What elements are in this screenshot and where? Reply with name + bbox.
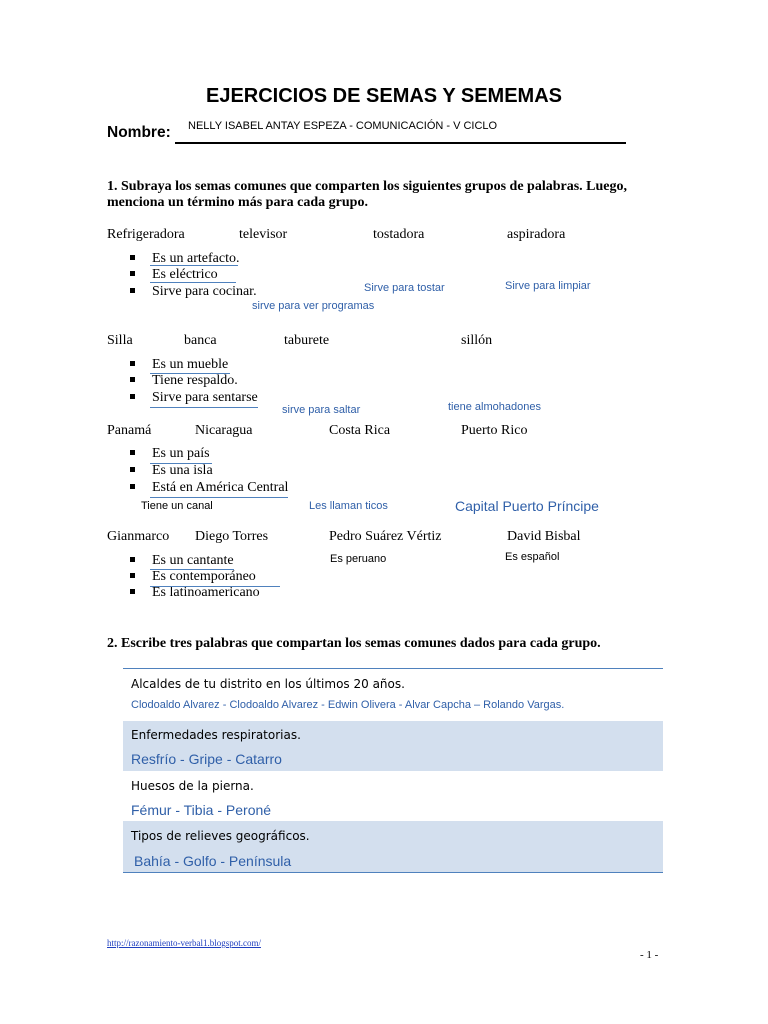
group4-answer: Es peruano bbox=[330, 553, 387, 565]
bullet-text: Sirve para cocinar. bbox=[152, 284, 257, 299]
underline-mark bbox=[150, 586, 280, 587]
table-row-answer: Clodoaldo Alvarez - Clodoaldo Alvarez - Edwin Olivera - Alvar Capcha – Rolando Vargas. bbox=[131, 699, 565, 711]
bullet-square-icon bbox=[130, 450, 135, 455]
group1-bullet bbox=[130, 267, 218, 283]
bullet-text: Es un cantante bbox=[152, 553, 234, 568]
name-value: NELLY ISABEL ANTAY ESPEZA - COMUNICACIÓN - V CICLO bbox=[188, 120, 498, 132]
group4-answer: Es español bbox=[505, 551, 560, 563]
bullet-text: Está en América Central bbox=[152, 480, 289, 495]
bullet-text: Tiene respaldo. bbox=[152, 373, 238, 388]
bullet-square-icon bbox=[130, 377, 135, 382]
group3-bullet bbox=[130, 446, 210, 462]
group3-answer: Capital Puerto Príncipe bbox=[455, 498, 599, 514]
group3-bullet bbox=[130, 463, 213, 479]
underline-mark bbox=[150, 569, 234, 570]
bullet-square-icon bbox=[130, 484, 135, 489]
bullet-text: Es un mueble bbox=[152, 357, 229, 372]
group1-word: aspiradora bbox=[507, 227, 566, 242]
group2-bullet bbox=[130, 357, 228, 373]
table-row-answer: Bahía - Golfo - Península bbox=[134, 853, 292, 869]
group1-word: Refrigeradora bbox=[107, 227, 185, 242]
table-row-answer: Fémur - Tibia - Peroné bbox=[131, 802, 272, 818]
bullet-square-icon bbox=[130, 589, 135, 594]
group2-word: sillón bbox=[461, 333, 493, 348]
group1-word: tostadora bbox=[373, 227, 425, 242]
bullet-text: Es eléctrico bbox=[152, 267, 218, 282]
bullet-text: Es una isla bbox=[152, 463, 213, 478]
group2-bullet bbox=[130, 390, 258, 406]
group2-answer: tiene almohadones bbox=[448, 401, 541, 413]
bullet-square-icon bbox=[130, 288, 135, 293]
group3-bullet bbox=[130, 480, 288, 496]
group2-answer: sirve para saltar bbox=[282, 404, 361, 416]
table-row-label: Tipos de relieves geográficos. bbox=[131, 829, 310, 843]
exercise2-instruction: 2. Escribe tres palabras que compartan los semas comunes dados para cada grupo. bbox=[107, 636, 601, 651]
group3-answer: Tiene un canal bbox=[141, 500, 213, 512]
group4-word: Gianmarco bbox=[107, 529, 170, 544]
group3-answer: Les llaman ticos bbox=[309, 500, 388, 512]
group4-word: Pedro Suárez Vértiz bbox=[329, 529, 442, 544]
group3-word: Panamá bbox=[107, 423, 152, 438]
name-line bbox=[175, 142, 626, 144]
bullet-square-icon bbox=[130, 394, 135, 399]
page-title: EJERCICIOS DE SEMAS Y SEMEMAS bbox=[205, 85, 562, 107]
page-number: - 1 - bbox=[640, 949, 659, 961]
bullet-square-icon bbox=[130, 467, 135, 472]
group3-word: Costa Rica bbox=[329, 423, 391, 438]
group1-word: televisor bbox=[239, 227, 288, 242]
underline-mark bbox=[150, 373, 230, 374]
table-row-answer: Resfrío - Gripe - Catarro bbox=[131, 751, 282, 767]
group1-answer: Sirve para tostar bbox=[364, 282, 445, 294]
bullet-square-icon bbox=[130, 573, 135, 578]
underline-mark bbox=[150, 282, 236, 283]
group2-word: Silla bbox=[107, 333, 133, 348]
group4-word: David Bisbal bbox=[507, 529, 581, 544]
bullet-text: Es latinoamericano bbox=[152, 585, 260, 600]
group4-bullet bbox=[130, 553, 234, 569]
group3-word: Puerto Rico bbox=[461, 423, 528, 438]
group2-word: taburete bbox=[284, 333, 330, 348]
underline-mark bbox=[150, 407, 258, 408]
bullet-square-icon bbox=[130, 271, 135, 276]
underline-mark bbox=[150, 497, 288, 498]
group1-answer: Sirve para limpiar bbox=[505, 280, 591, 292]
group2-word: banca bbox=[184, 333, 217, 348]
bullet-text: Es contemporáneo bbox=[152, 569, 256, 584]
group4-word: Diego Torres bbox=[195, 529, 269, 544]
bullet-text: Es un país bbox=[152, 446, 210, 461]
table-row-label: Alcaldes de tu distrito en los últimos 20 años. bbox=[131, 677, 405, 691]
underline-mark bbox=[150, 265, 238, 266]
group4-bullet bbox=[130, 585, 260, 601]
group1-answer: sirve para ver programas bbox=[252, 300, 375, 312]
table-top-rule bbox=[123, 668, 663, 669]
group4-bullet bbox=[130, 569, 256, 585]
bullet-text: Es un artefacto. bbox=[152, 251, 240, 266]
group3-word: Nicaragua bbox=[195, 423, 253, 438]
name-label: Nombre: bbox=[107, 124, 171, 141]
table-row-label: Enfermedades respiratorias. bbox=[131, 728, 301, 742]
group2-bullet bbox=[130, 373, 238, 389]
bullet-square-icon bbox=[130, 255, 135, 260]
bullet-square-icon bbox=[130, 557, 135, 562]
table-bottom-rule bbox=[123, 872, 663, 873]
underline-mark bbox=[150, 463, 212, 464]
bullet-text: Sirve para sentarse bbox=[152, 390, 258, 405]
exercise1-instruction: 1. Subraya los semas comunes que comparten los siguientes grupos de palabras. Luego, menciona un término más para cada grupo. bbox=[107, 179, 627, 210]
footer-link[interactable]: http://razonamiento-verbal1.blogspot.com/ bbox=[107, 938, 261, 948]
group1-bullet bbox=[130, 284, 257, 300]
table-row-label: Huesos de la pierna. bbox=[131, 779, 254, 793]
bullet-square-icon bbox=[130, 361, 135, 366]
